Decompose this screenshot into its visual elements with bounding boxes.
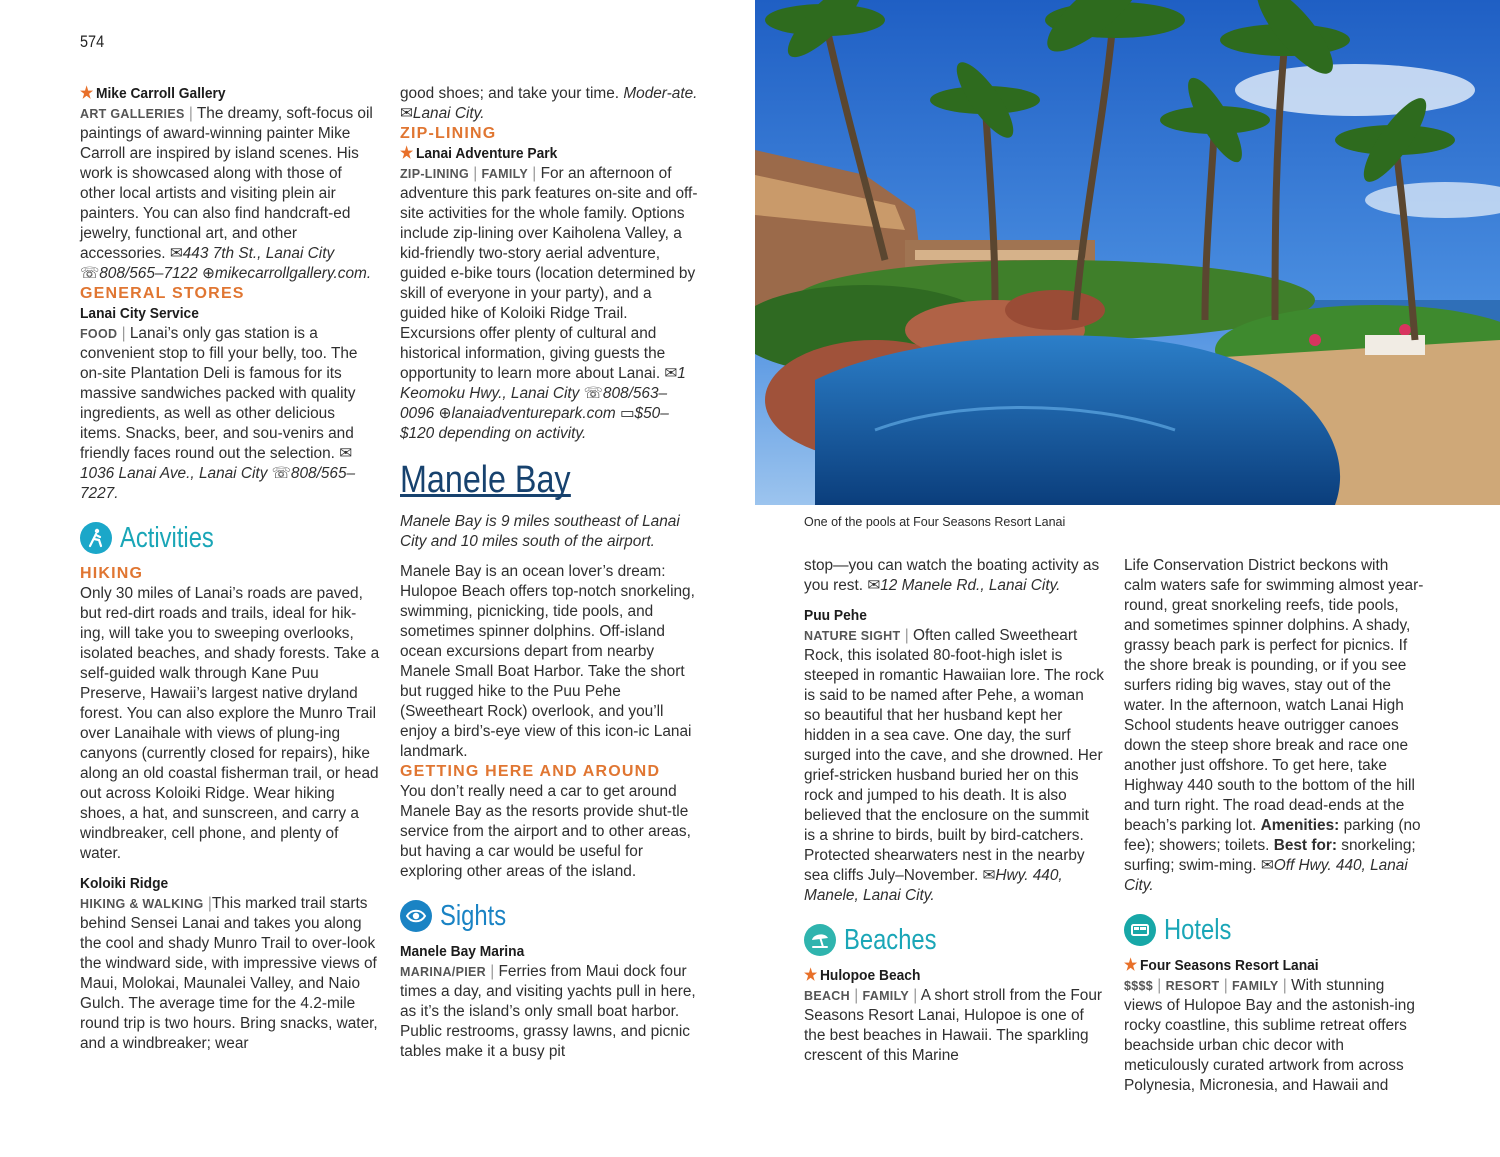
mail-icon: ✉ (169, 245, 183, 262)
star-icon: ★ (1124, 957, 1138, 974)
mail-icon: ✉ (664, 365, 678, 382)
ticket-icon: ▭ (619, 405, 635, 422)
star-icon: ★ (804, 967, 818, 984)
subheading-general-stores: GENERAL STORES (80, 285, 245, 302)
paragraph: Life Conservation District beckons with calm waters safe for swimming almost year-round, great snorkeling reefs, tide pools, and sometimes spinner dolphins. A shady, grassy beach park is perfect for picnics. If the shore break is pounding, or if you see surfers riding big waves, stay out of the water. In the afternoon, watch Lanai High School students heave outrigger canoes down the steep shore break and race one another just offshore. To get here, take Highway 440 south to the bottom of the hill and turn right. The road dead-ends at the beach’s parking lot. Amenities: parking (no fee); showers; toilets. Best for: snorkeling; surfing; swim-ming. ✉Off Hwy. 440, Lanai City. (1124, 557, 1424, 894)
listing-name: ★ Four Seasons Resort Lanai (1124, 957, 1319, 974)
star-icon: ★ (80, 85, 94, 102)
eye-icon (400, 900, 432, 932)
mail-icon: ✉ (867, 577, 881, 594)
section-beaches (804, 920, 1104, 960)
mail-icon: ✉ (339, 445, 353, 462)
subheading-hiking: HIKING (80, 565, 144, 582)
resort-pool-photo (755, 0, 1500, 505)
region-intro: Manele Bay is 9 miles southeast of Lanai City and 10 miles south of the airport. (400, 513, 680, 550)
listing-name: Manele Bay Marina (400, 943, 525, 960)
section-title: Beaches (844, 924, 937, 956)
listing-name: ★ Lanai Adventure Park (400, 145, 558, 162)
photo-caption: One of the pools at Four Seasons Resort Lanai (804, 515, 1066, 529)
section-hotels (1124, 910, 1424, 950)
subheading-zip-lining: ZIP-LINING (400, 125, 497, 142)
column-3 (804, 556, 1104, 1066)
paragraph: stop—you can watch the boating activity as you rest. ✉12 Manele Rd., Lanai City. (804, 557, 1100, 594)
listing-name: ★ Hulopoe Beach (804, 967, 921, 984)
phone-icon: ☏ (271, 465, 291, 482)
section-sights (400, 896, 700, 936)
section-title: Hotels (1164, 914, 1232, 946)
listing-body: $$$$ | RESORT | FAMILY | With stunning views of Hulopoe Bay and the astonish-ing rocky coastline, this sublime retreat offers beachside urban chic decor with meticulously curated artwork from across Polynesia, Micronesia, and Hawaii and (1124, 977, 1415, 1094)
hiker-icon (80, 522, 112, 554)
mail-icon: ✉ (1260, 857, 1274, 874)
listing-body: BEACH | FAMILY | A short stroll from the Four Seasons Resort Lanai, Hulopoe is one of the best beaches in Hawaii. The sparkling crescent of this Marine (804, 987, 1103, 1064)
listing-body: ZIP-LINING | FAMILY | For an afternoon of adventure this park features on-site and off-site activities for the whole family. Options include zip-lining over Kaiholena Valley, a kid-friendly two-story aerial adventure, guided e-bike tours (location determined by skill of everyone in your party), and a guided hike of Koloiki Ridge Trail. Excursions offer plenty of cultural and historical information, giving guests the opportunity to learn more about Lanai. ✉1 Keomoku Hwy., Lanai City ☏808/563–0096 ⊕lanaiadventurepark.com ▭$50–$120 depending on activity. (400, 165, 698, 442)
page-number: 574 (80, 32, 105, 51)
web-icon: ⊕ (201, 265, 215, 282)
listing-body: MARINA/PIER | Ferries from Maui dock four times a day, and visiting yachts pull in here, as it’s the island’s only small boat harbor. Public restrooms, grassy lawns, and picnic tables make it a busy pit (400, 963, 696, 1060)
mail-icon: ✉ (400, 105, 413, 122)
listing-body: FOOD | Lanai’s only gas station is a convenient stop to fill your belly, too. The on-site Plantation Deli is famous for its massive sandwiches packed with quality ingredients, as well as other delicious items. Snacks, beer, and sou-venirs and friendly faces round out the selection. ✉1036 Lanai Ave., Lanai City ☏808/565–7227. (80, 325, 358, 502)
region-title: Manele Bay (400, 459, 571, 501)
section-activities (80, 518, 380, 558)
paragraph: Only 30 miles of Lanai’s roads are paved, but red-dirt roads and trails, ideal for hik-ing, will take you to sweeping overlooks, isolated beaches, and shady forests. Take a self-guided walk through Kane Puu Preserve, Hawaii’s largest native dryland forest. You can also explore the Munro Trail over Lanaihale with views of plung-ing canyons (currently closed for repairs), hike along an old coastal fisherman trail, or head out across Koloiki Ridge. Wear hiking shoes, a hat, and sunscreen, and carry a windbreaker, cell phone, and plenty of water. (80, 585, 380, 862)
listing-name: ★ Mike Carroll Gallery (80, 85, 226, 102)
star-icon: ★ (400, 145, 414, 162)
listing-name: Puu Pehe (804, 607, 867, 624)
web-icon: ⊕ (438, 405, 452, 422)
subheading-getting-here: GETTING HERE AND AROUND (400, 763, 661, 780)
listing-body: NATURE SIGHT | Often called Sweetheart Rock, this isolated 80-foot-high islet is steeped in romantic Hawaiian lore. The rock is said to be named after Pehe, a woman so beautiful that her husband kept her hidden in a sea cave. One day, the surf surged into the cave, and she drowned. Her grief-stricken husband buried her on this rock and jumped to his death. It is also believed that the enclosure on the summit is a shrine to birds, built by bird-catchers. Protected shearwaters nest in the nearby sea cliffs July–November. ✉Hwy. 440, Manele, Lanai City. (804, 627, 1104, 904)
mail-icon: ✉ (982, 867, 996, 884)
section-title: Activities (120, 522, 214, 554)
bed-icon (1124, 914, 1156, 946)
listing-name: Lanai City Service (80, 305, 199, 322)
phone-icon: ☏ (583, 385, 603, 402)
section-title: Sights (440, 900, 507, 932)
phone-icon: ☏ (80, 265, 100, 282)
column-1 (80, 84, 380, 1054)
paragraph: good shoes; and take your time. Moder-ate. ✉Lanai City. (400, 85, 698, 122)
umbrella-icon (804, 924, 836, 956)
column-4 (1124, 556, 1424, 1096)
listing-body: ART GALLERIES | The dreamy, soft-focus oil paintings of award-winning painter Mike Carroll are inspired by island scenes. His work is showcased along with those of other local artists and visiting plein air painters. You can also find handcraft-ed jewelry, functional art, and other accessories. ✉443 7th St., Lanai City ☏808/565–7122 ⊕mikecarrollgallery.com. (80, 105, 373, 282)
paragraph: Manele Bay is an ocean lover’s dream: Hulopoe Beach offers top-notch snorkeling, swimming, picnicking, tide pools, and sometimes spinner dolphins. Off-island ocean excursions depart from nearby Manele Small Boat Harbor. Take the short but rugged hike to the Puu Pehe (Sweetheart Rock) overlook, and you’ll enjoy a bird’s-eye view of this icon-ic Lanai landmark. (400, 563, 695, 760)
listing-body: HIKING & WALKING |This marked trail starts behind Sensei Lanai and takes you along the cool and shady Munro Trail to over-look the windward side, with impressive views of Maui, Molokai, Maunalei Valley, and Naio Gulch. The average time for the 4.2-mile round trip is two hours. Bring snacks, water, and a windbreaker; wear (80, 895, 378, 1052)
column-2 (400, 84, 700, 1062)
paragraph: You don’t really need a car to get around Manele Bay as the resorts provide shut-tle service from the airport and to other areas, but having a car would be useful for exploring other areas of the island. (400, 783, 691, 880)
listing-name: Koloiki Ridge (80, 875, 169, 892)
